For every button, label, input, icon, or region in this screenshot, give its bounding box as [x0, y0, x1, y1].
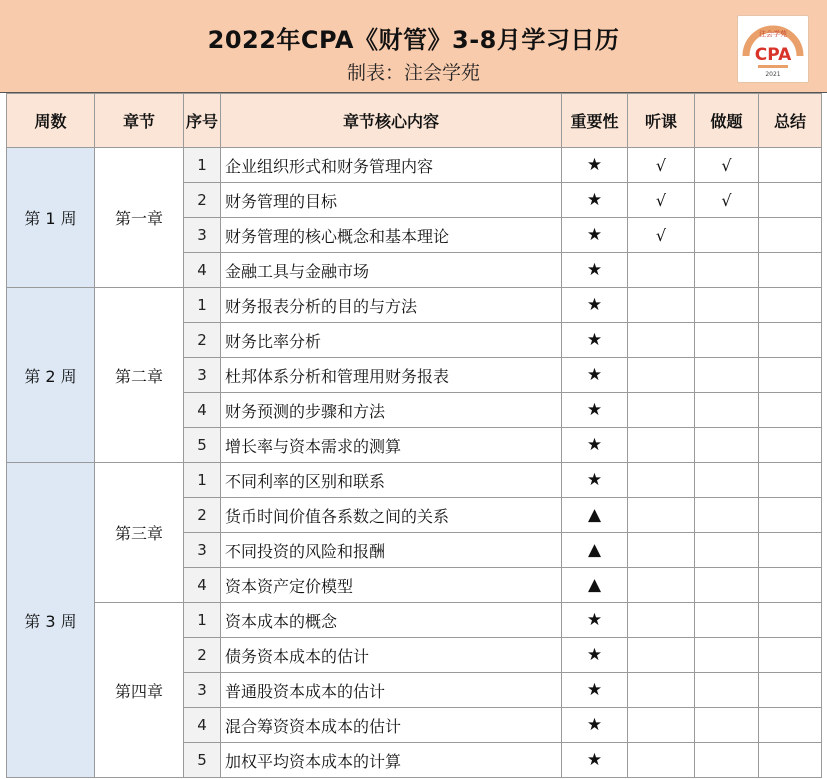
listen-cell	[628, 743, 695, 778]
content-cell: 不同利率的区别和联系	[221, 463, 562, 498]
number-cell: 1	[184, 288, 221, 323]
listen-cell	[628, 638, 695, 673]
practice-cell: √	[695, 148, 759, 183]
cpa-logo-graphic	[738, 16, 808, 82]
number-cell: 5	[184, 743, 221, 778]
content-cell: 财务预测的步骤和方法	[221, 393, 562, 428]
listen-cell	[628, 568, 695, 603]
importance-cell: ★	[562, 463, 628, 498]
listen-cell	[628, 533, 695, 568]
content-cell: 财务比率分析	[221, 323, 562, 358]
number-cell: 2	[184, 498, 221, 533]
number-cell: 1	[184, 148, 221, 183]
content-cell: 货币时间价值各系数之间的关系	[221, 498, 562, 533]
chapter-cell: 第四章	[95, 603, 184, 778]
content-cell: 不同投资的风险和报酬	[221, 533, 562, 568]
summary-cell	[759, 183, 822, 218]
practice-cell	[695, 638, 759, 673]
study-table	[6, 93, 822, 778]
page-subtitle: 制表：注会学苑	[346, 62, 480, 84]
summary-cell	[759, 498, 822, 533]
practice-cell	[695, 358, 759, 393]
number-cell: 4	[184, 393, 221, 428]
practice-cell	[695, 498, 759, 533]
practice-cell	[695, 323, 759, 358]
number-cell: 2	[184, 183, 221, 218]
summary-cell	[759, 463, 822, 498]
practice-cell	[695, 393, 759, 428]
chapter-cell: 第二章	[95, 288, 184, 463]
number-cell: 4	[184, 708, 221, 743]
content-cell: 增长率与资本需求的测算	[221, 428, 562, 463]
listen-cell: √	[628, 218, 695, 253]
importance-cell: ★	[562, 218, 628, 253]
summary-cell	[759, 708, 822, 743]
importance-cell: ★	[562, 603, 628, 638]
table-body	[7, 148, 822, 778]
summary-cell	[759, 288, 822, 323]
title-band	[0, 0, 827, 93]
content-cell: 资本成本的概念	[221, 603, 562, 638]
content-cell: 杜邦体系分析和管理用财务报表	[221, 358, 562, 393]
summary-cell	[759, 218, 822, 253]
practice-cell	[695, 603, 759, 638]
importance-cell: ★	[562, 183, 628, 218]
number-cell: 1	[184, 603, 221, 638]
week-cell: 第 3 周	[7, 463, 95, 778]
summary-cell	[759, 358, 822, 393]
summary-cell	[759, 743, 822, 778]
listen-cell	[628, 603, 695, 638]
table-row	[7, 148, 822, 183]
importance-cell: ★	[562, 148, 628, 183]
practice-cell	[695, 568, 759, 603]
summary-cell	[759, 638, 822, 673]
header-listen: 听课	[628, 94, 695, 148]
number-cell: 3	[184, 218, 221, 253]
summary-cell	[759, 323, 822, 358]
listen-cell: √	[628, 148, 695, 183]
importance-cell: ★	[562, 358, 628, 393]
practice-cell	[695, 218, 759, 253]
listen-cell	[628, 358, 695, 393]
importance-cell: ★	[562, 288, 628, 323]
logo-year-text: 2021	[765, 71, 781, 78]
listen-cell	[628, 428, 695, 463]
importance-cell: ▲	[562, 533, 628, 568]
content-cell: 金融工具与金融市场	[221, 253, 562, 288]
summary-cell	[759, 428, 822, 463]
summary-cell	[759, 603, 822, 638]
content-cell: 债务资本成本的估计	[221, 638, 562, 673]
content-cell: 企业组织形式和财务管理内容	[221, 148, 562, 183]
number-cell: 2	[184, 323, 221, 358]
number-cell: 3	[184, 673, 221, 708]
table-row	[7, 288, 822, 323]
content-cell: 财务管理的核心概念和基本理论	[221, 218, 562, 253]
summary-cell	[759, 148, 822, 183]
number-cell: 1	[184, 463, 221, 498]
table-row	[7, 463, 822, 498]
summary-cell	[759, 253, 822, 288]
listen-cell	[628, 288, 695, 323]
page-title: 2022年CPA《财管》3-8月学习日历	[207, 26, 620, 54]
listen-cell	[628, 673, 695, 708]
listen-cell	[628, 463, 695, 498]
importance-cell: ▲	[562, 568, 628, 603]
content-cell: 混合筹资资本成本的估计	[221, 708, 562, 743]
practice-cell	[695, 743, 759, 778]
listen-cell	[628, 323, 695, 358]
content-cell: 普通股资本成本的估计	[221, 673, 562, 708]
chapter-cell: 第三章	[95, 463, 184, 603]
content-cell: 资本资产定价模型	[221, 568, 562, 603]
content-cell: 财务管理的目标	[221, 183, 562, 218]
header-chapter: 章节	[95, 94, 184, 148]
number-cell: 5	[184, 428, 221, 463]
table-row	[7, 603, 822, 638]
logo-top-text: 注会学苑	[759, 30, 787, 38]
content-cell: 财务报表分析的目的与方法	[221, 288, 562, 323]
week-cell: 第 2 周	[7, 288, 95, 463]
header-summary: 总结	[759, 94, 822, 148]
chapter-cell: 第一章	[95, 148, 184, 288]
number-cell: 3	[184, 533, 221, 568]
practice-cell: √	[695, 183, 759, 218]
importance-cell: ★	[562, 743, 628, 778]
header-row	[7, 94, 822, 148]
listen-cell	[628, 393, 695, 428]
number-cell: 4	[184, 568, 221, 603]
importance-cell: ★	[562, 428, 628, 463]
listen-cell	[628, 498, 695, 533]
listen-cell: √	[628, 183, 695, 218]
practice-cell	[695, 253, 759, 288]
logo-cpa-text: CPA	[754, 45, 792, 65]
header-importance: 重要性	[562, 94, 628, 148]
number-cell: 3	[184, 358, 221, 393]
practice-cell	[695, 428, 759, 463]
header-content: 章节核心内容	[221, 94, 562, 148]
summary-cell	[759, 533, 822, 568]
cpa-logo	[737, 15, 809, 83]
summary-cell	[759, 393, 822, 428]
practice-cell	[695, 708, 759, 743]
header-practice: 做题	[695, 94, 759, 148]
summary-cell	[759, 568, 822, 603]
importance-cell: ▲	[562, 498, 628, 533]
importance-cell: ★	[562, 253, 628, 288]
importance-cell: ★	[562, 638, 628, 673]
practice-cell	[695, 463, 759, 498]
listen-cell	[628, 708, 695, 743]
summary-cell	[759, 673, 822, 708]
listen-cell	[628, 253, 695, 288]
number-cell: 4	[184, 253, 221, 288]
header-number: 序号	[184, 94, 221, 148]
importance-cell: ★	[562, 673, 628, 708]
importance-cell: ★	[562, 708, 628, 743]
practice-cell	[695, 288, 759, 323]
content-cell: 加权平均资本成本的计算	[221, 743, 562, 778]
practice-cell	[695, 533, 759, 568]
importance-cell: ★	[562, 393, 628, 428]
importance-cell: ★	[562, 323, 628, 358]
header-week: 周数	[7, 94, 95, 148]
number-cell: 2	[184, 638, 221, 673]
week-cell: 第 1 周	[7, 148, 95, 288]
practice-cell	[695, 673, 759, 708]
